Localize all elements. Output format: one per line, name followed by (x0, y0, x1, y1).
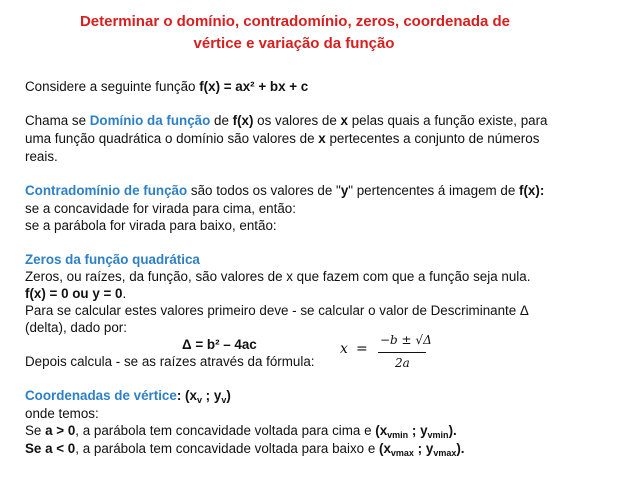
title-line-1: Determinar o domínio, contradomínio, zeros, coordenada de (79, 13, 511, 30)
vertice-line-4 (25, 440, 465, 457)
contradominio-fx: f(x): (519, 183, 545, 198)
zeros-line-4: (delta), dado por: (25, 320, 127, 335)
vmax-sep: ; y (413, 441, 434, 456)
contradominio-line-1 (25, 182, 544, 199)
dominio-rest2: pelas quais a função existe, para (348, 113, 548, 128)
title-line-2: vértice e variação da função (193, 35, 395, 52)
dominio-de: de (210, 113, 233, 128)
formula-fraction-bar (378, 352, 426, 353)
dominio-rest1: os valores de (253, 113, 341, 128)
vertice-sub-yv: v (221, 395, 227, 405)
vmin-open: (x (375, 423, 388, 438)
intro-text: Considere a seguinte função (25, 79, 200, 94)
intro-formula: f(x) = ax² + bx + c (199, 79, 309, 94)
vertice-term: Coordenadas de vértice (25, 388, 177, 403)
vertice-colon: : (176, 388, 186, 403)
vertice-line-3 (25, 422, 457, 439)
formula-equals: = (356, 341, 368, 357)
delta-formula: Δ = b² – 4ac (182, 337, 257, 352)
zeros-line-1: Zeros, ou raízes, da função, são valores de x que fazem com que a função seja nula. (25, 269, 531, 284)
vertice-rest-1: , a parábola tem concavidade voltada para cima e (75, 423, 376, 438)
zeros-line-6: Depois calcula - se as raízes através da fórmula: (25, 354, 315, 369)
zeros-equation: f(x) = 0 ou y = 0 (25, 286, 123, 301)
intro-line (25, 78, 308, 95)
zeros-line-2 (25, 285, 126, 302)
zeros-equation-end: . (122, 286, 127, 301)
vertice-coord-sep: ; y (201, 388, 222, 403)
zeros-line-3: Para se calcular estes valores primeiro deve - se calcular o valor de Descriminante Δ (25, 303, 529, 318)
vertice-line-1 (25, 387, 231, 404)
vmin-sub-x: vmin (387, 430, 409, 440)
dominio-line-2 (25, 130, 539, 147)
formula-denominator: 2a (395, 356, 410, 370)
vertice-sub-xv: v (196, 395, 202, 405)
dominio-line2b: pertecentes a conjunto de números (325, 131, 540, 146)
contradominio-rest1: são todos os valores de " (187, 183, 341, 198)
dominio-chama: Chama se (25, 113, 90, 128)
formula-numerator: −b ± √Δ (380, 333, 432, 347)
vertice-cond-1: a > 0 (45, 423, 76, 438)
dominio-x: x (340, 113, 348, 128)
vertice-cond-2: Se a < 0 (25, 441, 76, 456)
vertice-line-2: onde temos: (25, 406, 99, 421)
dominio-term: Domínio da função (89, 113, 211, 128)
vertice-rest-2: , a parábola tem concavidade voltada para baixo e (75, 441, 379, 456)
vmax-sub-x: vmax (390, 448, 414, 458)
contradominio-rest2: " pertencentes á imagem de (348, 183, 520, 198)
vertice-coord-close: ) (226, 388, 231, 403)
dominio-line-1 (25, 112, 548, 129)
dominio-fx: f(x) (232, 113, 254, 128)
zeros-heading: Zeros da função quadrática (25, 252, 200, 267)
vmax-close: ). (456, 441, 465, 456)
vmax-open: (x (379, 441, 391, 456)
vmin-sep: ; y (408, 423, 428, 438)
vertice-coord-open: (x (185, 388, 197, 403)
vmax-sub-y: vmax (433, 448, 457, 458)
dominio-line-3: reais. (25, 149, 58, 164)
dominio-x-2: x (318, 131, 326, 146)
formula-x: x (340, 341, 348, 357)
vmin-close: ). (448, 423, 457, 438)
contradominio-y: y (340, 183, 349, 198)
contradominio-line-2: se a concavidade for virada para cima, então: (25, 201, 296, 216)
quadratic-formula (340, 333, 432, 373)
vertice-se: Se (25, 423, 46, 438)
contradominio-line-3: se a parábola for virada para baixo, então: (25, 218, 277, 233)
vmin-sub-y: vmin (427, 430, 449, 440)
contradominio-term: Contradomínio de função (25, 183, 188, 198)
dominio-line2a: uma função quadrática o domínio são valores de (25, 131, 319, 146)
